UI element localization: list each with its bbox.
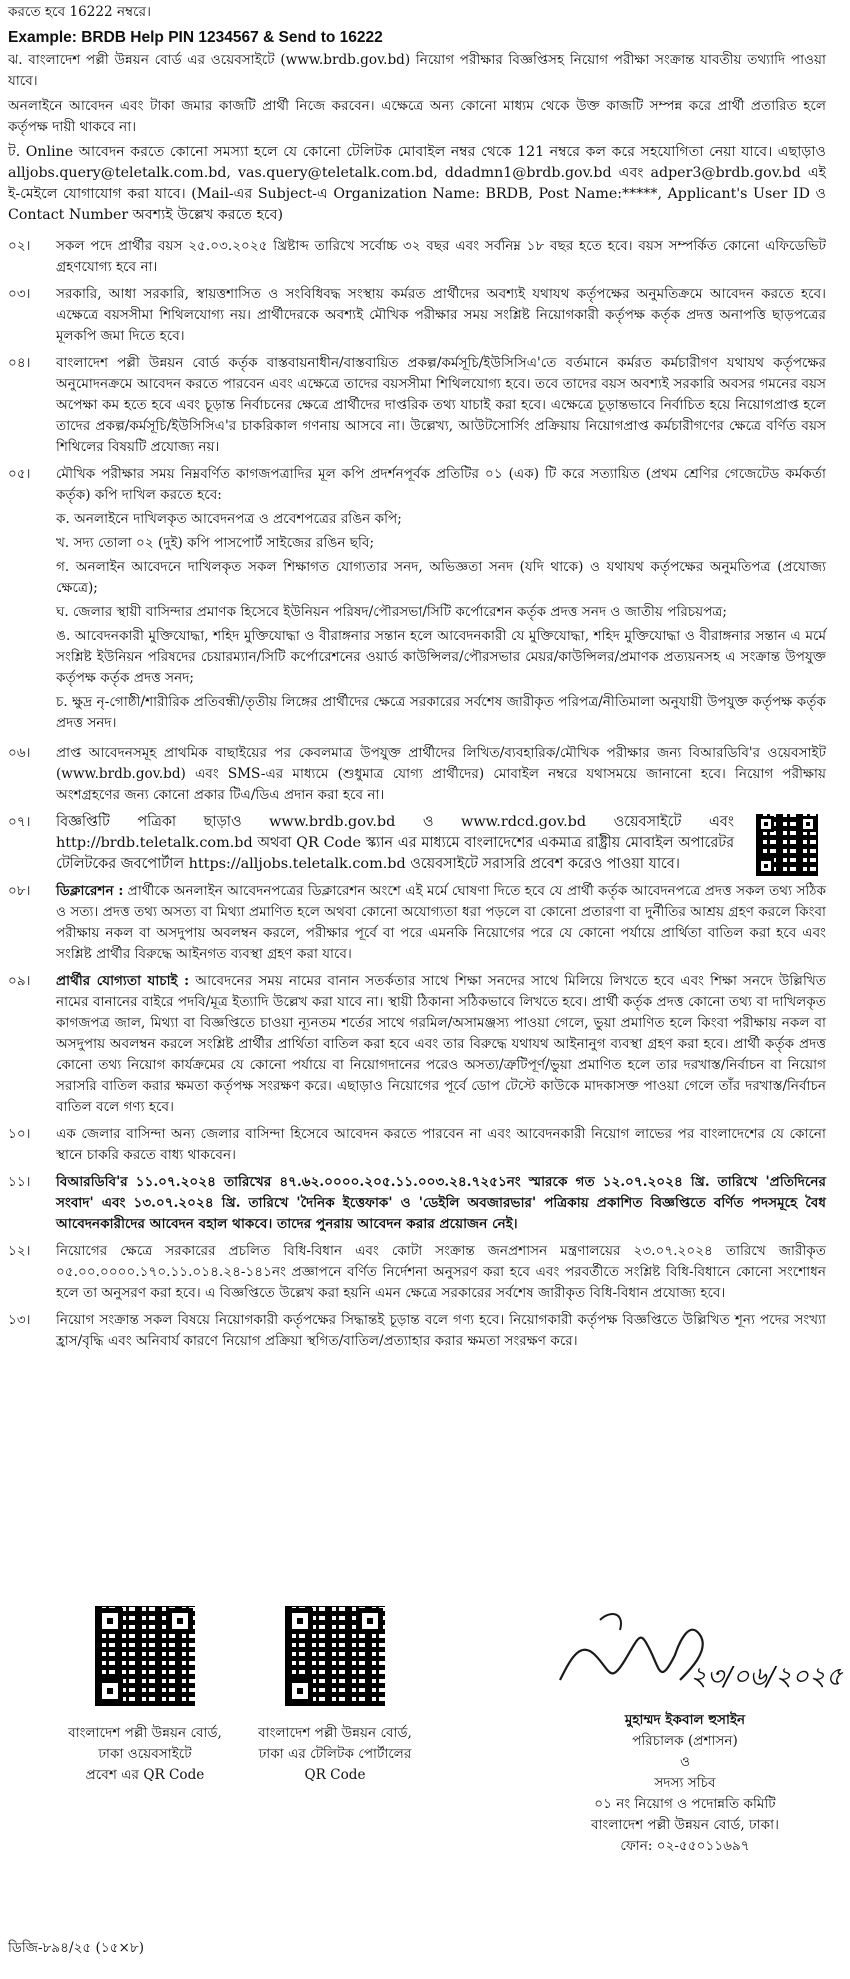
signatory-org: বাংলাদেশ পল্লী উন্নয়ন বোর্ড, ঢাকা।: [591, 1817, 779, 1833]
qr-caption-line: ঢাকা ওয়েবসাইটে: [98, 1746, 192, 1762]
signatory-details: [520, 1710, 850, 1857]
item-number: ০২।: [8, 238, 31, 254]
qr-caption: [60, 1723, 230, 1786]
eligibility-label: প্রার্থীর যোগ্যতা যাচাই :: [56, 973, 190, 989]
intro-ta: ট. Online আবেদন করতে কোনো সমস্যা হলে যে কোনো টেলিটক মোবাইল নম্বর থেকে 121 নম্বরে কল করে সহযোগিতা নেয়া যাবে। এছাড়াও alljobs.query@teletalk.com.bd, vas.query@teletalk.com.bd, ddadmn1@brdb.gov.bd এবং adper3@brdb.gov.bd এই ই-মেইলে যোগাযোগ করা যাবে। (Mail-এর Subject-এ Organization Name: BRDB, Post Name:*****, Applicant's User ID ও Contact Number অবশ্যই উল্লেখ করতে হবে): [8, 144, 826, 223]
declaration-label: ডিক্লারেশন :: [56, 883, 124, 899]
item-text: মৌখিক পরীক্ষার সময় নিম্নবর্ণিত কাগজপত্রাদির মূল কপি প্রদর্শনপূর্বক প্রতিটির ০১ (এক) টি করে সত্যায়িত (প্রথম শ্রেণির গেজেটেড কর্মকর্তা কর্তৃক) কপি দাখিল করতে হবে:: [56, 466, 826, 503]
doc-list-item: ঙ. আবেদনকারী মুক্তিযোদ্ধা, শহিদ মুক্তিযোদ্ধা ও বীরাঙ্গনার সন্তান হলে আবেদনকারী যে মুক্তিযোদ্ধা, শহিদ মুক্তিযোদ্ধা ও বীরাঙ্গনার সন্তান এ মর্মে সংশ্লিষ্ট ইউনিয়ন পরিষদের চেয়ারম্যান/সিটি কর্পোরেশনের ওয়ার্ড কাউন্সিলর/পৌরসভার মেয়র/কাউন্সিলর/প্রমাণক প্রত্যয়নসহ এ সংক্রান্ত উপযুক্ত কর্তৃপক্ষ কর্তৃক প্রদত্ত সনদ;: [56, 628, 826, 686]
item-number: ০৫।: [8, 466, 31, 482]
item-text: সকল পদে প্রার্থীর বয়স ২৫.০৩.২০২৫ খ্রিষ্টাব্দ তারিখে সর্বোচ্চ ৩২ বছর এবং সর্বনিম্ন ১৮ বছর হতে হবে। বয়স সম্পর্কিত কোনো এফিডেভিট গ্রহণযোগ্য হবে না।: [56, 238, 826, 275]
item-number: ০৩।: [8, 286, 31, 302]
item-11: [8, 1172, 826, 1235]
item-text: বিআরডিবি'র ১১.০৭.২০২৪ তারিখের ৪৭.৬২.০০০০.২০৫.১১.০০৩.২৪.৭২৫১নং স্মারকে গত ১২.০৭.২০২৪ খ্রি. তারিখে 'প্রতিদিনের সংবাদ' এবং ১৩.০৭.২০২৪ খ্রি. তারিখে 'দৈনিক ইত্তেফাক' ও 'ডেইলি অবজারভার' পত্রিকায় প্রকাশিত বিজ্ঞপ্তিতে বর্ণিত পদসমূহে বৈধ আবেদনকারীদের আবেদন বহাল থাকবে। তাদের পুনরায় আবেদন করার প্রয়োজন নেই।: [56, 1174, 826, 1232]
intro-jha: ঝ. বাংলাদেশ পল্লী উন্নয়ন বোর্ড এর ওয়েবসাইটে (www.brdb.gov.bd) নিয়োগ পরীক্ষার বিজ্ঞপ্তিসহ নিয়োগ পরীক্ষা সংক্রান্ত যাবতীয় তথ্যাদি পাওয়া যাবে।: [8, 52, 826, 89]
intro-line: করতে হবে 16222 নম্বরে।: [8, 4, 151, 20]
item-number: ১২।: [8, 1243, 31, 1259]
signature-block: [520, 1600, 850, 1857]
item-12: [8, 1241, 826, 1304]
item-number: ০৪।: [8, 355, 31, 371]
qr-block-2: [240, 1606, 430, 1786]
item-04: [8, 353, 826, 458]
signature-date: ২৩/০৬/২০২৫: [690, 1662, 843, 1692]
qr-code-image: [285, 1606, 385, 1706]
doc-list-item: ক. অনলাইনে দাখিলকৃত আবেদনপত্র ও প্রবেশপত্রের রঙিন কপি;: [56, 511, 402, 527]
item-number: ১৩।: [8, 1312, 31, 1328]
item-text: বিজ্ঞপ্তিটি পত্রিকা ছাড়াও www.brdb.gov.bd ও www.rdcd.gov.bd ওয়েবসাইটে এবং http://brdb.teletalk.com.bd অথবা QR Code স্ক্যান এর মাধ্যমে বাংলাদেশের একমাত্র রাষ্ট্রীয় মোবাইল অপারেটর টেলিটকের জবপোর্টাল https://alljobs.teletalk.com.bd ওয়েবসাইটে সরাসরি প্রবেশ করেও পাওয়া যাবে।: [56, 814, 734, 872]
item-13: [8, 1310, 826, 1352]
qr-caption-line: বাংলাদেশ পল্লী উন্নয়ন বোর্ড,: [258, 1725, 412, 1741]
eligibility-text: আবেদনের সময় নামের বানান সতর্কতার সাথে শিক্ষা সনদের সাথে মিলিয়ে লিখতে হবে এবং শিক্ষা সনদে উল্লিখিত নামের বানানের বাইরে পদবি/মূত্র ইত্যাদি উল্লেখ করা যাবে না। স্থায়ী ঠিকানা সঠিকভাবে লিখতে হবে। প্রার্থী কর্তৃক প্রদত্ত কোনো তথ্য বা দাখিলকৃত কাগজপত্র জাল, মিথ্যা বা বিজ্ঞপ্তিতে চাওয়া ন্যূনতম শর্তের সাথে গরমিল/অসামঞ্জস্য পাওয়া গেলে, ভুয়া প্রমাণিত হলে কিংবা পরীক্ষায় নকল বা অসদুপায় অবলম্বন করলে সংশ্লিষ্ট প্রার্থীর প্রার্থিতা বাতিল করা হবে এবং তার বিরুদ্ধে যথাযথ আইনানুগ ব্যবস্থা গ্রহণ করা হবে। প্রার্থী কর্তৃক প্রদত্ত কোনো তথ্য নিয়োগ কার্যক্রমের যে কোনো পর্যায়ে বা নিয়োগদানের পরেও অসত্য/ত্রুটিপূর্ণ/ভুয়া প্রমাণিত হলে তার দরখাস্ত/নির্বাচন বা নিয়োগ সরাসরি বাতিল করার ক্ষমতা কর্তৃপক্ষ সংরক্ষণ করে। এছাড়াও নিয়োগের পূর্বে ডোপ টেস্টে কাউকে মাদকাসক্ত পাওয়া গেলে তাঁর দরখাস্ত/নির্বাচন বাতিল বলে গণ্য হবে।: [56, 973, 826, 1115]
qr-caption-line: QR Code: [304, 1767, 366, 1783]
doc-list-item: গ. অনলাইন আবেদনে দাখিলকৃত সকল শিক্ষাগত যোগ্যতার সনদ, অভিজ্ঞতা সনদ (যদি থাকে) ও যথাযথ কর্তৃপক্ষের অনুমতিপত্র (প্রযোজ্য ক্ষেত্রে);: [56, 559, 826, 596]
notice-page: [8, 2, 826, 1352]
item-number: ০৯।: [8, 973, 31, 989]
intro-online: অনলাইনে আবেদন এবং টাকা জমার কাজটি প্রার্থী নিজে করবেন। এক্ষেত্রে অন্য কোনো মাধ্যম থেকে উক্ত কাজটি সম্পন্ন করে প্রার্থী প্রতারিত হলে কর্তৃপক্ষ দায়ী থাকবে না।: [8, 98, 826, 135]
item-text: প্রাপ্ত আবেদনসমূহ প্রাথমিক বাছাইয়ের পর কেবলমাত্র উপযুক্ত প্রার্থীদের লিখিত/ব্যবহারিক/মৌখিক পরীক্ষার জন্য বিআরডিবি'র ওয়েবসাইট (www.brdb.gov.bd) এবং SMS-এর মাধ্যমে (শুধুমাত্র যোগ্য প্রার্থীদের) মোবাইল নম্বরে যথাসময়ে জানানো হবে। নিয়োগ পরীক্ষায় অংশগ্রহণের জন্য কোনো প্রকার টিএ/ডিএ প্রদান করা হবে না।: [56, 745, 826, 803]
signatory-and: ও: [679, 1754, 690, 1770]
item-10: [8, 1124, 826, 1166]
qr-caption: [240, 1723, 430, 1786]
item-02: [8, 236, 826, 278]
item-text: এক জেলার বাসিন্দা অন্য জেলার বাসিন্দা হিসেবে আবেদন করতে পারবেন না এবং আবেদনকারী নিয়োগ লাভের পর বাংলাদেশের যে কোনো স্থানে চাকরি করতে বাধ্য থাকবেন।: [56, 1126, 826, 1163]
signatory-role: সদস্য সচিব: [654, 1775, 716, 1791]
item-number: ০৭।: [8, 814, 31, 830]
item-03: [8, 284, 826, 347]
item-06: [8, 743, 826, 806]
qr-code-image: [95, 1606, 195, 1706]
doc-list-item: খ. সদ্য তোলা ০২ (দুই) কপি পাসপোর্ট সাইজের রঙিন ছবি;: [56, 535, 375, 551]
item-number: ০৮।: [8, 883, 31, 899]
qr-block-1: [60, 1606, 230, 1786]
signatory-title: পরিচালক (প্রশাসন): [632, 1733, 738, 1749]
qr-caption-line: প্রবেশ এর QR Code: [85, 1767, 205, 1783]
item-number: ১০।: [8, 1126, 31, 1142]
item-09: [8, 971, 826, 1118]
signatory-phone: ফোন: ০২-৫৫০১১৬৯৭: [620, 1838, 750, 1854]
item-text: নিয়োগের ক্ষেত্রে সরকারের প্রচলিত বিধি-বিধান এবং কোটা সংক্রান্ত জনপ্রশাসন মন্ত্রণালয়ের ২৩.০৭.২০২৪ তারিখে জারীকৃত ০৫.০০.০০০০.১৭০.১১.০১৪.২৪-১৪১নং প্রজ্ঞাপনে বর্ণিত নির্দেশনা অনুসরণ করা হবে এবং পরবর্তীতে সংশ্লিষ্ট বিধি-বিধানে কোনো সংশোধন হলে তা অনুসরণ করা হবে। এ বিজ্ঞপ্তিতে উল্লেখ করা হয়নি এমন ক্ষেত্রে সরকারের সর্বশেষ জারীকৃত বিধি-বিধান প্রযোজ্য হবে।: [56, 1243, 826, 1301]
item-05: [8, 464, 826, 734]
item-number: ১১।: [8, 1174, 31, 1190]
doc-list-item: চ. ক্ষুদ্র নৃ-গোষ্ঠী/শারীরিক প্রতিবন্ধী/তৃতীয় লিঙ্গের প্রার্থীদের ক্ষেত্রে সরকারের সর্বশেষ জারীকৃত পরিপত্র/নীতিমালা অনুযায়ী উপযুক্ত কর্তৃপক্ষ কর্তৃক প্রদত্ত সনদ।: [56, 694, 826, 731]
item-text: নিয়োগ সংক্রান্ত সকল বিষয়ে নিয়োগকারী কর্তৃপক্ষের সিদ্ধান্তই চূড়ান্ত বলে গণ্য হবে। নিয়োগকারী কর্তৃপক্ষ বিজ্ঞপ্তিতে উল্লিখিত শূন্য পদের সংখ্যা হ্রাস/বৃদ্ধি এবং অনিবার্য কারণে নিয়োগ প্রক্রিয়া স্থগিত/বাতিল/প্রত্যাহার করার ক্ষমতা সংরক্ষণ করে।: [56, 1312, 826, 1349]
footer-code: ডিজি-৮৯৪/২৫ (১৫×৮): [8, 1940, 145, 1956]
item-number: ০৬।: [8, 745, 31, 761]
item-text: বাংলাদেশ পল্লী উন্নয়ন বোর্ড কর্তৃক বাস্তবায়নাধীন/বাস্তবায়িত প্রকল্প/কর্মসূচি/ইউসিসিএ'তে বর্তমানে কর্মরত কর্মচারীগণ যথাযথ কর্তৃপক্ষের অনুমোদনক্রমে আবেদন করতে পারবেন এবং এক্ষেত্রে তাদের বয়সসীমা শিথিলযোগ্য হবে। তবে তাদের বয়স অবশ্যই সরকারি অবসর গমনের বয়স অপেক্ষা কম হতে হবে এবং চূড়ান্ত নির্বাচনের ক্ষেত্রে প্রার্থীদের দাপ্তরিক তথ্য যাচাই করা হবে। এক্ষেত্রে চূড়ান্তভাবে নির্বাচিত হয়ে নিয়োগপ্রাপ্ত হলে তাদের প্রকল্প/কর্মসূচি/ইউসিসিএ'র চাকরিকাল গণনায় আসবে না। উল্লেখ্য, আউটসোর্সিং প্রক্রিয়ায় নিয়োগপ্রাপ্ত কর্মচারীগণের ক্ষেত্রে বর্ণিত বয়স শিথিলের বিষয়টি প্রযোজ্য নয়।: [56, 355, 826, 455]
signatory-committee: ০১ নং নিয়োগ ও পদোন্নতি কমিটি: [594, 1796, 776, 1812]
item-text: সরকারি, আধা সরকারি, স্বায়ত্তশাসিত ও সংবিধিবদ্ধ সংস্থায় কর্মরত প্রার্থীদের অবশ্যই যথাযথ কর্তৃপক্ষের অনুমতিক্রমে আবেদন করতে হবে। এক্ষেত্রে বয়সসীমা শিথিলযোগ্য নয়। প্রার্থীদেরকে অবশ্যই মৌখিক পরীক্ষার সময় সংশ্লিষ্ট নিয়োগকারী কর্তৃপক্ষ কর্তৃক প্রদত্ত অনাপত্তি ছাড়পত্রের মূলকপি জমা দিতে হবে।: [56, 286, 826, 344]
item-07: [8, 812, 826, 875]
item-text: [56, 971, 826, 1118]
item-text: [56, 881, 826, 965]
doc-list-item: ঘ. জেলার স্থায়ী বাসিন্দার প্রমাণক হিসেবে ইউনিয়ন পরিষদ/পৌরসভা/সিটি কর্পোরেশন কর্তৃক প্রদত্ত সনদ ও জাতীয় পরিচয়পত্র;: [56, 604, 727, 620]
declaration-text: প্রার্থীকে অনলাইন আবেদনপত্রের ডিক্লারেশন অংশে এই মর্মে ঘোষণা দিতে হবে যে প্রার্থী কর্তৃক আবেদনপত্রে প্রদত্ত সকল তথ্য সঠিক ও সত্য। প্রদত্ত তথ্য অসত্য বা মিথ্যা প্রমাণিত হলে অথবা কোনো অযোগ্যতা ধরা পড়লে বা কোনো প্রতারণা বা দুর্নীতির আশ্রয় গ্রহণ করলে কিংবা পরীক্ষায় নকল বা অসদুপায় অবলম্বন করলে, পরীক্ষার পূর্বে বা পরে এমনকি নিয়োগের পরে যে কোনো পর্যায়ে প্রার্থিতা বাতিল করা হবে এবং সংশ্লিষ্ট প্রার্থীর বিরুদ্ধে আইনগত ব্যবস্থা গ্রহণ করা যাবে।: [56, 883, 826, 962]
qr-code-image: [756, 814, 818, 876]
signatory-name: মুহাম্মদ ইকবাল হুসাইন: [624, 1712, 746, 1728]
qr-caption-line: বাংলাদেশ পল্লী উন্নয়ন বোর্ড,: [68, 1725, 222, 1741]
item-08: [8, 881, 826, 965]
sms-example: Example: BRDB Help PIN 1234567 & Send to 16222: [8, 29, 383, 46]
qr-caption-line: ঢাকা এর টেলিটক পোর্টালের: [258, 1746, 412, 1762]
